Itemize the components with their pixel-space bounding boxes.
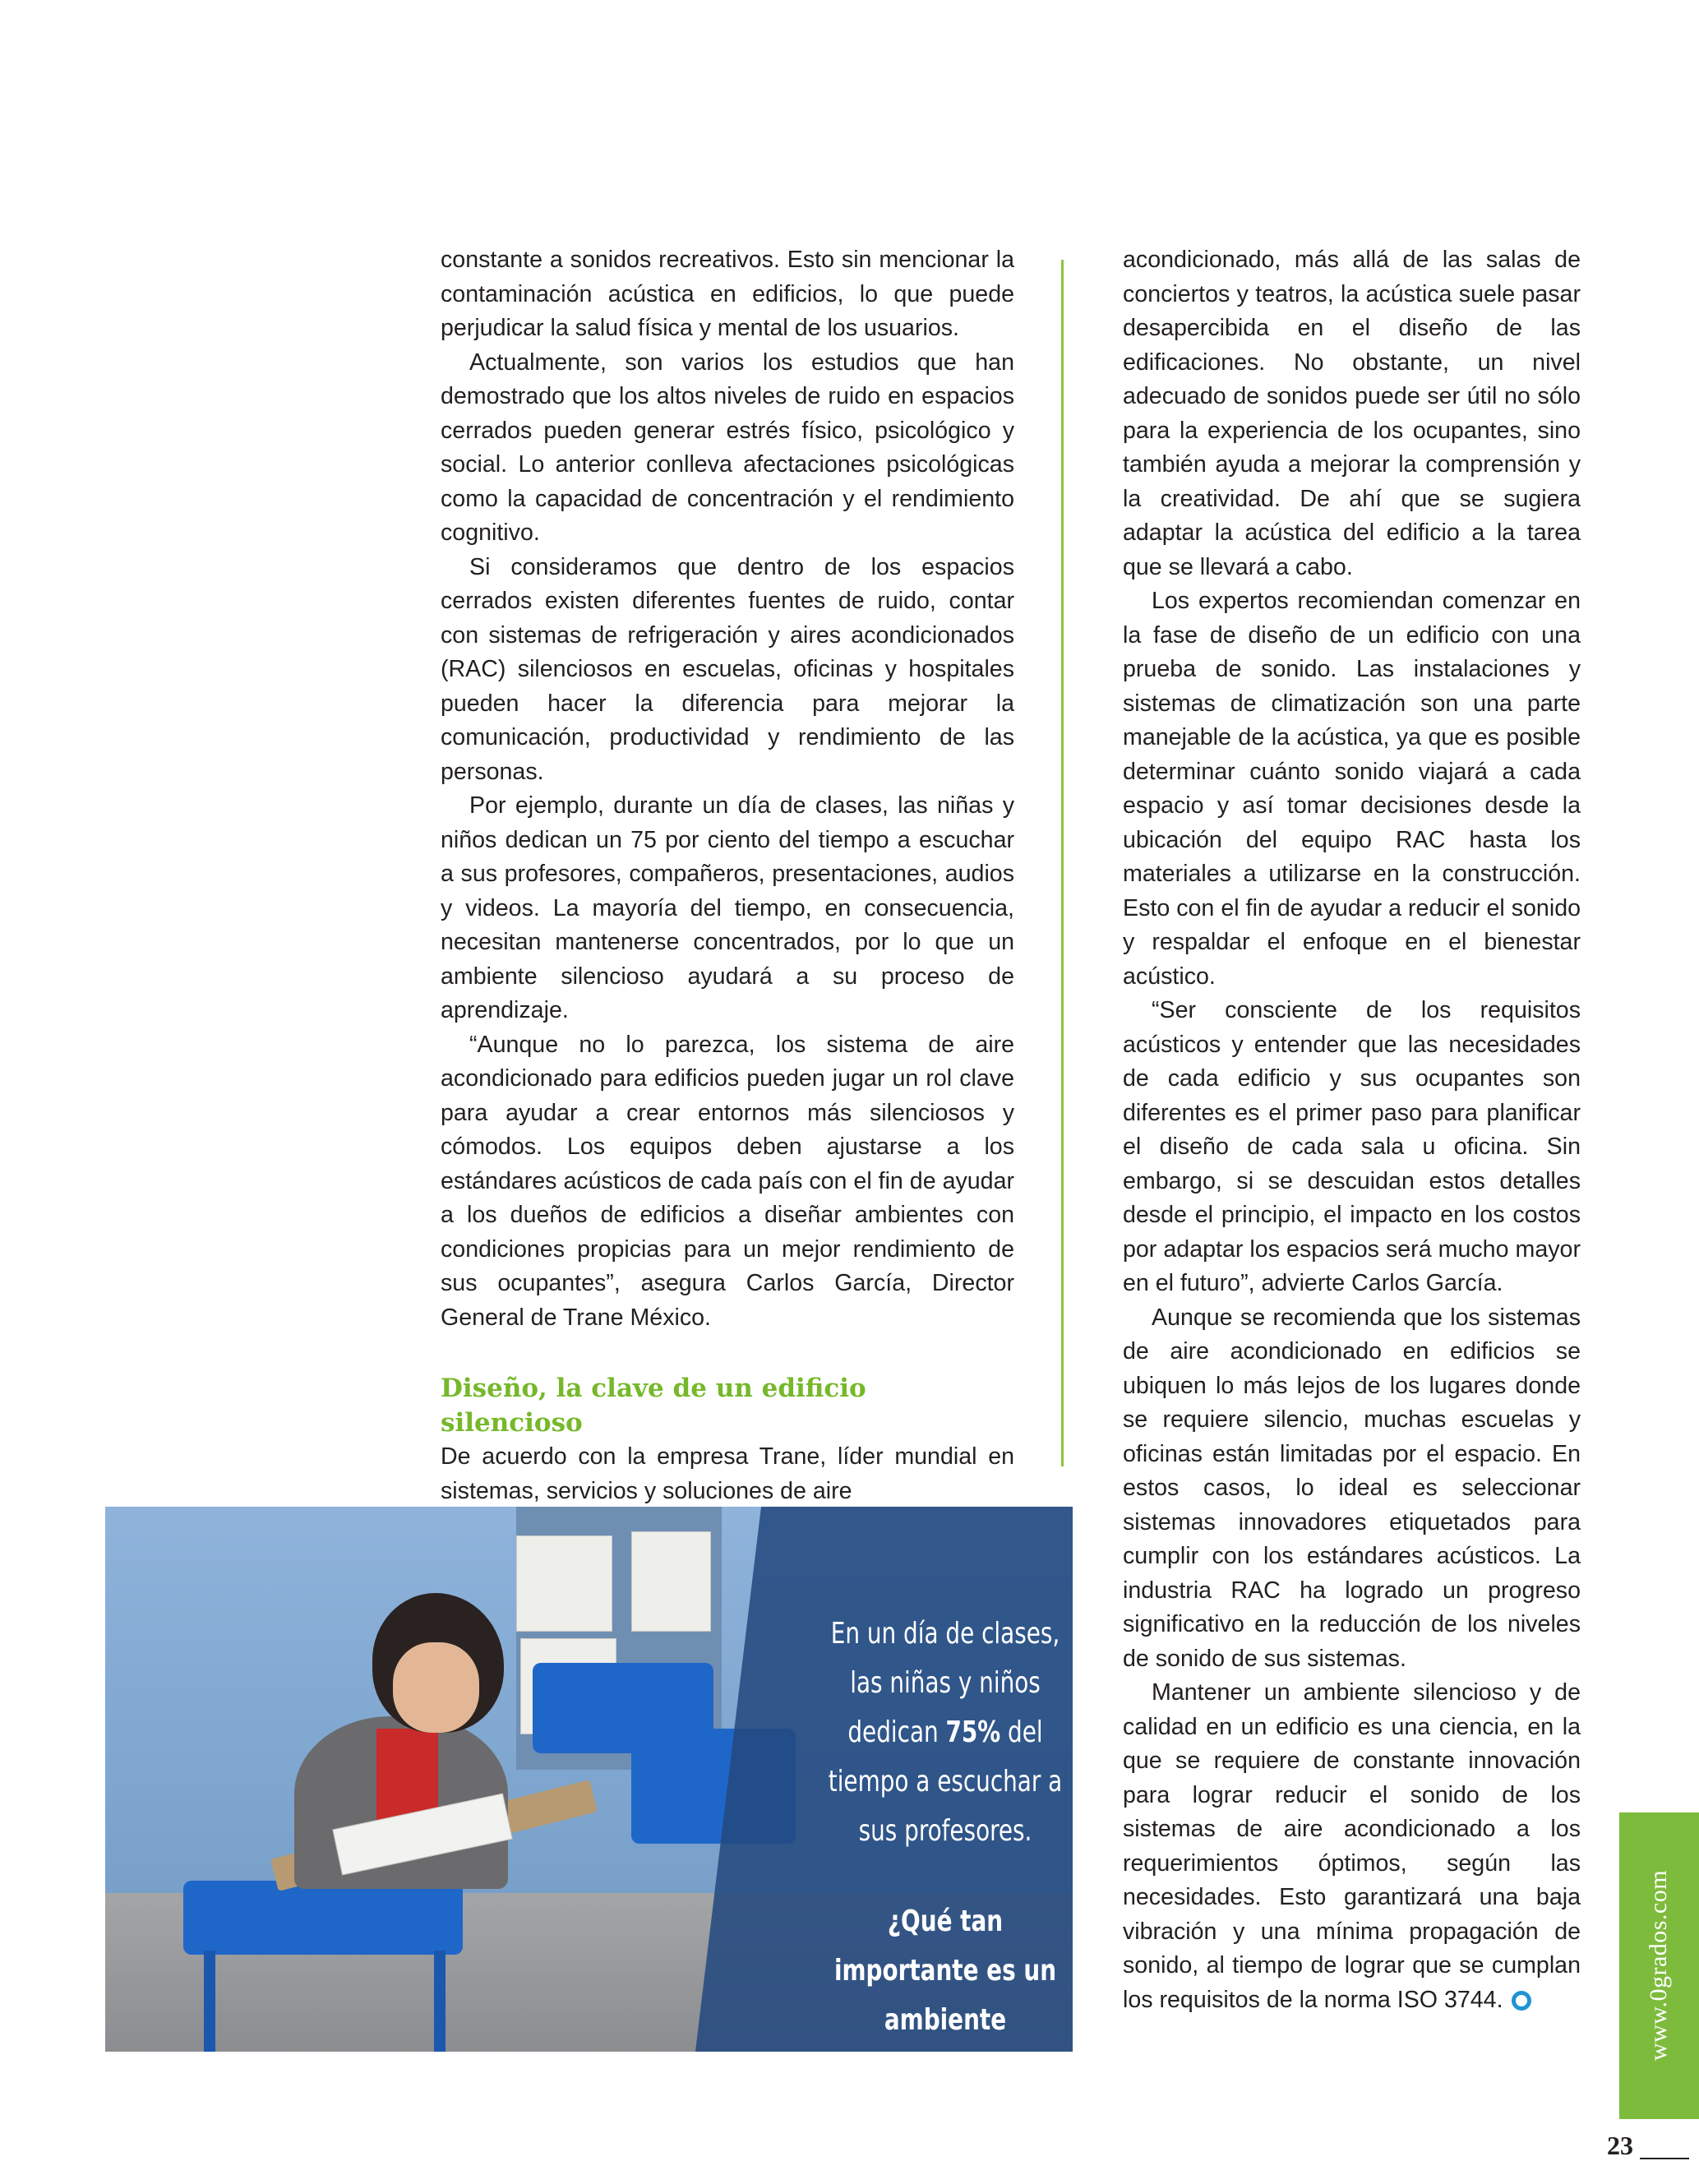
paragraph: Aunque se recomienda que los sistemas de aire acondicionado en edificios se ubiquen lo más lejos de los lugares donde se requiere silencio, muchas escuelas y oficinas están limitadas por el espacio. En estos casos, lo ideal es seleccionar sistemas innovadores etiquetados para cumplir con los estándares acústicos. La industria RAC ha logrado un progreso significativo en la reducción de los niveles de sonido de sus sistemas.	[1123, 1304, 1581, 1672]
circle-end-mark-icon	[1512, 1991, 1531, 2011]
page-number-rule	[1640, 2158, 1689, 2159]
paragraph: Los expertos recomiendan comenzar en la fase de diseño de un edificio con una prueba de sonido. Las instalaciones y sistemas de climatización son una parte manejable de la acústica, ya que es posible determinar cuánto sonido viajará a cada espacio y así tomar decisiones desde la ubicación del equipo RAC hasta los materiales a utilizarse en la construcción. Esto con el fin de ayudar a reducir el sonido y respaldar el enfoque en el bienestar acústico.	[1123, 588, 1581, 990]
section-heading: Diseño, la clave de un edificio silencioso	[441, 1374, 866, 1438]
classroom-photo	[105, 1507, 1073, 2086]
blue-chair-seat	[183, 1881, 463, 1955]
website-url: www.0grados.com	[1645, 1869, 1672, 2062]
paragraph: De acuerdo con la empresa Trane, líder mundial en sistemas, servicios y soluciones de aire	[441, 1443, 1014, 1504]
paragraph: Actualmente, son varios los estudios que han demostrado que los altos niveles de ruido en espacios cerrados pueden generar estrés físico, psicológico y social. Lo anterior conlleva afectaciones psicológicas como la capacidad de concentración y el rendimiento cognitivo.	[441, 349, 1014, 546]
column-divider	[1061, 260, 1064, 1466]
left-text-column	[441, 243, 1014, 1508]
paragraph: Si consideramos que dentro de los espacios cerrados existen diferentes fuentes de ruido, contar con sistemas de refrigeración y aires acondicionados (RAC) silenciosos en escuelas, oficinas y hospitales pueden hacer la diferencia para mejorar la comunicación, productividad y rendimiento de las personas.	[441, 553, 1014, 785]
paragraph: constante a sonidos recreativos. Esto sin mencionar la contaminación acústica en edificios, lo que puede perjudicar la salud física y mental de los usuarios.	[441, 247, 1014, 341]
callout	[818, 1609, 1073, 2094]
chair-leg	[204, 1951, 215, 2052]
paragraph: acondicionado, más allá de las salas de conciertos y teatros, la acústica suele pasar desapercibida en el diseño de las edificaciones. No obstante, un nivel adecuado de sonidos puede ser útil no sólo para la experiencia de los ocupantes, sino también ayuda a mejorar la comprensión y la creatividad. De ahí que se sugiera adaptar la acústica del edificio a la tarea que se llevará a cabo.	[1123, 247, 1581, 580]
callout-text: En un día de clases, las niñas y niños dedican	[830, 1617, 1060, 1749]
paragraph-text: Mantener un ambiente silencioso y de calidad en un edificio es una ciencia, en la que se requiere de constante innovación para lograr reducir el sonido de los sistemas de aire acondicionado a los requerimientos óptimos, según las necesidades. Esto garantizará una baja vibración y una mínima propagación de sonido, al tiempo de lograr que se cumplan los requisitos de la norma ISO 3744.	[1123, 1679, 1581, 2013]
paragraph: “Ser consciente de los requisitos acústicos y entender que las necesidades de cada edificio y sus ocupantes son diferentes es el primer paso para planificar el diseño de cada sala u oficina. Sin embargo, si se descuidan estos detalles desde el principio, el impacto en los costos por adaptar los espacios será mucho mayor en el futuro”, advierte Carlos García.	[1123, 997, 1581, 1296]
paragraph: Por ejemplo, durante un día de clases, las niñas y niños dedican un 75 por ciento del tiempo a escuchar a sus profesores, compañeros, presentaciones, audios y videos. La mayoría del tiempo, en consecuencia, necesitan mantenerse concentrados, por lo que un ambiente silencioso ayudará a su proceso de aprendizaje.	[441, 792, 1014, 1023]
chair-leg	[434, 1951, 446, 2052]
paragraph	[1123, 1676, 1581, 2017]
callout-highlight: 75%	[945, 1715, 1001, 1749]
wall-paper	[631, 1531, 711, 1632]
child-face	[393, 1642, 479, 1733]
callout-statement	[818, 1609, 1073, 1856]
page-number: 23	[1607, 2131, 1633, 2160]
right-text-column	[1123, 243, 1581, 2017]
callout-text: del tiempo a escuchar a sus profesores.	[828, 1715, 1063, 1848]
wall-paper	[516, 1535, 612, 1632]
paragraph: “Aunque no lo parezca, los sistema de aire acondicionado para edificios pueden jugar un rol clave para ayudar a crear entornos más silenciosos y cómodos. Los equipos deben ajustarse a los estándares acústicos de cada país con el fin de ayudar a los dueños de edificios a diseñar ambientes con condiciones propicias para un mejor rendimiento de sus ocupantes”, asegura Carlos García, Director General de Trane México.	[441, 1031, 1014, 1331]
callout-question: ¿Qué tan importante es un ambiente silencioso?	[833, 1905, 1057, 2086]
website-sidebar	[1619, 1812, 1699, 2119]
